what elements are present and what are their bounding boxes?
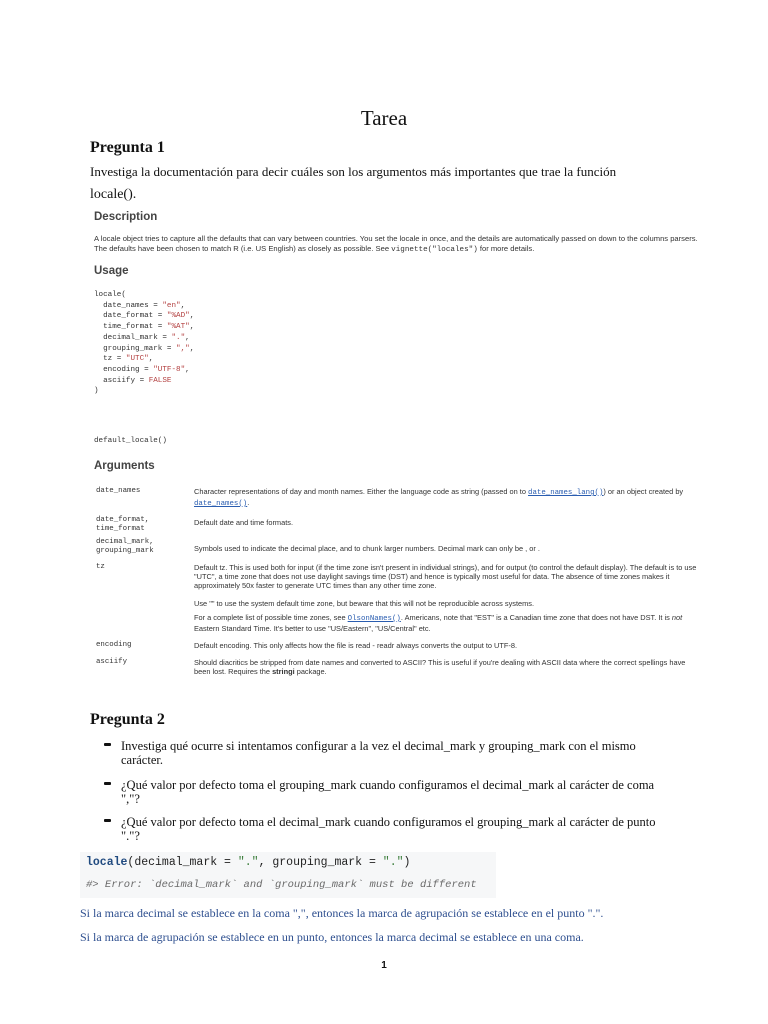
arg-desc-tz-system: Use "" to use the system default time zone, but beware that this will not be reproducible across systems. [194, 599, 535, 608]
default-locale-call: default_locale() [94, 437, 167, 445]
usage-code-line: date_format = "%AD", [94, 312, 195, 321]
usage-heading: Usage [94, 265, 129, 277]
answer-2: Si la marca de agrupación se establece en un punto, entonces la marca decimal se establece en una coma. [80, 930, 584, 944]
arg-desc-date-time-format: Default date and time formats. [194, 518, 294, 527]
question-1-heading: Pregunta 1 [90, 139, 165, 156]
list-item: ¿Qué valor por defecto toma el grouping_mark cuando configuramos el decimal_mark al carácter de coma ","? [104, 778, 664, 806]
usage-code-line: decimal_mark = ".", [94, 333, 190, 342]
arg-name-encoding: encoding [96, 641, 132, 649]
usage-code-line: date_names = "en", [94, 301, 186, 310]
arg-desc-asciify: Should diacritics be stripped from date names and converted to ASCII? This is useful if you're dealing with ASCII data where the correct spellings have been lost. Requires the stringi package. [194, 658, 686, 676]
arg-name-decimal-grouping-mark: decimal_mark, grouping_mark [96, 538, 154, 555]
arg-desc-date-names: Character representations of day and month names. Either the language code as string (passed on to date_names_lang()) or an object created by date_names(). [194, 487, 684, 508]
arg-name-date-names: date_names [96, 487, 141, 495]
usage-code-line: asciify = FALSE [94, 376, 172, 385]
page-title: Tarea [360, 106, 408, 130]
arg-desc-tz: Default tz. This is used both for input (if the time zone isn't present in individual strings), and for output (to control the default display). The default is to use "UTC", a time zone that does not use daylight savings time (DST) and hence is typically most useful for data. The absence of time zones makes it approximately 50x faster to generate UTC times than any other time zone. [194, 563, 697, 590]
usage-code-line: grouping_mark = ",", [94, 344, 195, 353]
code-call: locale(decimal_mark = ".", grouping_mark = ".") [86, 856, 411, 869]
usage-code-line: locale( [94, 291, 126, 299]
code-error-output: #> Error: `decimal_mark` and `grouping_mark` must be different [86, 879, 477, 891]
usage-code-line: encoding = "UTF-8", [94, 365, 190, 374]
arguments-heading: Arguments [94, 460, 155, 472]
answer-1: Si la marca decimal se establece en la coma ",", entonces la marca de agrupación se establece en el punto ".". [80, 906, 604, 920]
question-1-function: locale(). [90, 187, 137, 202]
list-item: Investiga qué ocurre si intentamos configurar a la vez el decimal_mark y grouping_mark con el mismo carácter. [104, 739, 664, 767]
usage-code-block [94, 290, 194, 397]
usage-code-line: ) [94, 387, 99, 396]
arg-desc-tz-list: For a complete list of possible time zones, see OlsonNames(). Americans, note that "EST" is a Canadian time zone that does not have DST. It is not Eastern Standard Time. It's better to use "US/Eastern", "US/Central" etc. [194, 613, 683, 633]
description-heading: Description [94, 211, 158, 223]
usage-code-line: tz = "UTC", [94, 355, 154, 364]
question-1-text: Investiga la documentación para decir cuáles son los argumentos más importantes que trae la función [90, 164, 617, 179]
description-text: A locale object tries to capture all the defaults that can vary between countries. You set the locale in once, and the details are automatically passed on down to the columns parsers. The defaults have been chosen to match R (i.e. US English) as closely as possible. See vignette("locales") for more details. [94, 234, 698, 254]
arg-desc-decimal-grouping-mark: Symbols used to indicate the decimal place, and to chunk larger numbers. Decimal mark can only be , or . [194, 544, 540, 553]
arg-desc-encoding: Default encoding. This only affects how the file is read - readr always converts the output to UTF-8. [194, 641, 518, 650]
arg-name-date-time-format: date_format, time_format [96, 516, 150, 533]
usage-code-line: time_format = "%AT", [94, 323, 195, 332]
arg-name-tz: tz [96, 563, 105, 571]
page-number: 1 [381, 960, 387, 971]
code-example-box [80, 852, 496, 898]
question-2-heading: Pregunta 2 [90, 711, 165, 728]
list-item: ¿Qué valor por defecto toma el decimal_mark cuando configuramos el grouping_mark al carácter de punto "."? [104, 815, 664, 843]
arg-name-asciify: asciify [96, 658, 128, 666]
